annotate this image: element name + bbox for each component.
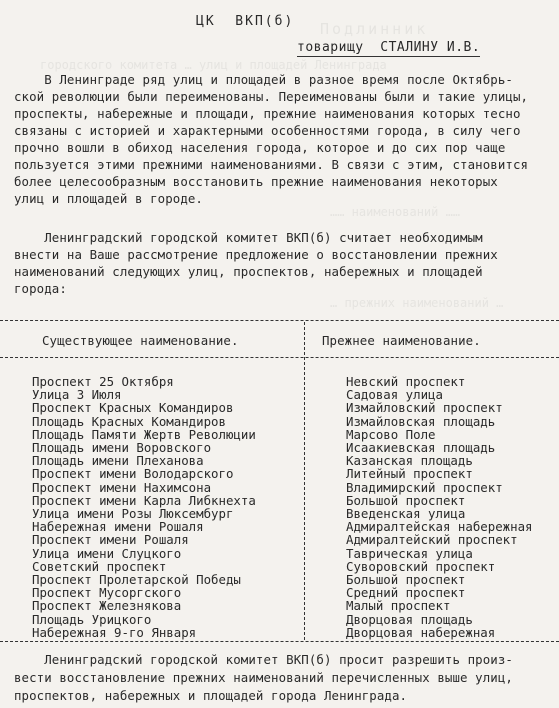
- intro-line: В Ленинграде ряд улиц и площадей в разное время после Октябрь-: [14, 72, 513, 87]
- column-header-current: Существующее наименование.: [42, 333, 239, 348]
- former-name: Таврическая улица: [346, 545, 473, 561]
- current-name: Проспект Мусоргского: [32, 585, 182, 601]
- former-name: Адмиралтейский проспект: [346, 532, 518, 548]
- former-name: Измайловская площадь: [346, 413, 496, 429]
- current-name: Площадь Урицкого: [32, 611, 152, 627]
- former-name: Средний проспект: [346, 585, 466, 601]
- former-name: Дворцовая набережная: [346, 624, 496, 640]
- proposal-line: города:: [14, 281, 67, 296]
- former-name: Исаакиевская площадь: [346, 440, 496, 456]
- closing-line: проспектов, набережных и площадей города Ленинграда.: [14, 688, 408, 703]
- bleed-through-text: городского комитета … улиц и площадей Ленинграда: [40, 58, 387, 72]
- column-header-former: Прежнее наименование.: [322, 333, 481, 348]
- addressee: товарищу СТАЛИНУ И.В.: [297, 40, 481, 55]
- former-name: Адмиралтейская набережная: [346, 519, 533, 535]
- proposal-line: наименований следующих улиц, проспектов, набережных и площадей: [14, 264, 483, 279]
- table-bottom-rule: [0, 641, 559, 642]
- former-names-list: [346, 375, 533, 639]
- intro-line: ской революции были переименованы. Переименованы были и такие улицы,: [14, 89, 529, 104]
- current-name: Проспект имени Нахимсона: [32, 479, 212, 495]
- current-name: Площадь имени Воровского: [32, 440, 212, 456]
- org-header: ЦК ВКП(б): [196, 14, 295, 29]
- current-name: Проспект имени Рошаля: [32, 532, 189, 548]
- former-name: Большой проспект: [346, 572, 466, 588]
- current-name: Проспект Пролетарской Победы: [32, 572, 241, 588]
- former-name: Владимирский проспект: [346, 479, 503, 495]
- current-name: Улица имени Розы Люксембург: [32, 506, 234, 522]
- former-name: Дворцовая площадь: [346, 611, 473, 627]
- former-name: Литейный проспект: [346, 466, 473, 482]
- current-name: Площадь имени Плеханова: [32, 453, 204, 469]
- intro-line: пользуется этими прежними наименованиями. В связи с этим, становится: [14, 157, 529, 172]
- table-top-rule: [0, 320, 559, 321]
- former-name: Суворовский проспект: [346, 558, 496, 574]
- current-names-list: [32, 375, 256, 639]
- current-name: Набережная имени Рошаля: [32, 519, 204, 535]
- current-name: Проспект имени Володарского: [32, 466, 234, 482]
- current-name: Улица имени Слуцкого: [32, 545, 182, 561]
- former-name: Невский проспект: [346, 374, 466, 389]
- intro-line: проспекты, набережные и площади, прежние наименования которых тесно: [14, 106, 521, 121]
- current-name: Проспект Железнякова: [32, 598, 182, 614]
- current-name: Проспект 25 Октября: [32, 374, 174, 389]
- bleed-through-text: Подлинник: [320, 20, 429, 38]
- former-name: Казанская площадь: [346, 453, 473, 469]
- bleed-through-text: … прежних наименований …: [330, 296, 504, 310]
- closing-line: вести восстановление прежних наименований перечисленных выше улиц,: [14, 670, 513, 685]
- table-header-rule: [0, 357, 559, 358]
- intro-line: связаны с историей и характерными особенностями города, в силу чего: [14, 123, 521, 138]
- former-name: Измайловский проспект: [346, 400, 503, 416]
- current-name: Площадь Красных Командиров: [32, 413, 226, 429]
- intro-line: улиц и площадей в городе.: [14, 191, 203, 206]
- current-name: Площадь Памяти Жертв Революции: [32, 426, 256, 442]
- former-name: Садовая улица: [346, 387, 443, 403]
- current-name: Советский проспект: [32, 558, 167, 574]
- current-name: Проспект имени Карла Либкнехта: [32, 492, 256, 508]
- table-column-divider: [304, 322, 305, 640]
- former-name: Марсово Поле: [346, 426, 436, 442]
- proposal-line: внести на Ваше рассмотрение предложение о восстановлении прежних: [14, 247, 498, 262]
- current-name: Проспект Красных Командиров: [32, 400, 234, 416]
- former-name: Введенская улица: [346, 506, 466, 522]
- bleed-through-text: …… наименований ……: [330, 205, 461, 219]
- closing-line: Ленинградский городской комитет ВКП(б) просит разрешить произ-: [14, 652, 513, 667]
- current-name: Улица 3 Июля: [32, 387, 122, 403]
- intro-line: прочно вошли в обиход населения города, которое и до сих пор чаще: [14, 140, 506, 155]
- former-name: Малый проспект: [346, 598, 451, 614]
- former-name: Большой проспект: [346, 492, 466, 508]
- intro-line: более целесообразным восстановить прежние наименования некоторых: [14, 174, 498, 189]
- current-name: Набережная 9-го Января: [32, 624, 197, 640]
- proposal-line: Ленинградский городской комитет ВКП(б) считает необходимым: [14, 230, 483, 245]
